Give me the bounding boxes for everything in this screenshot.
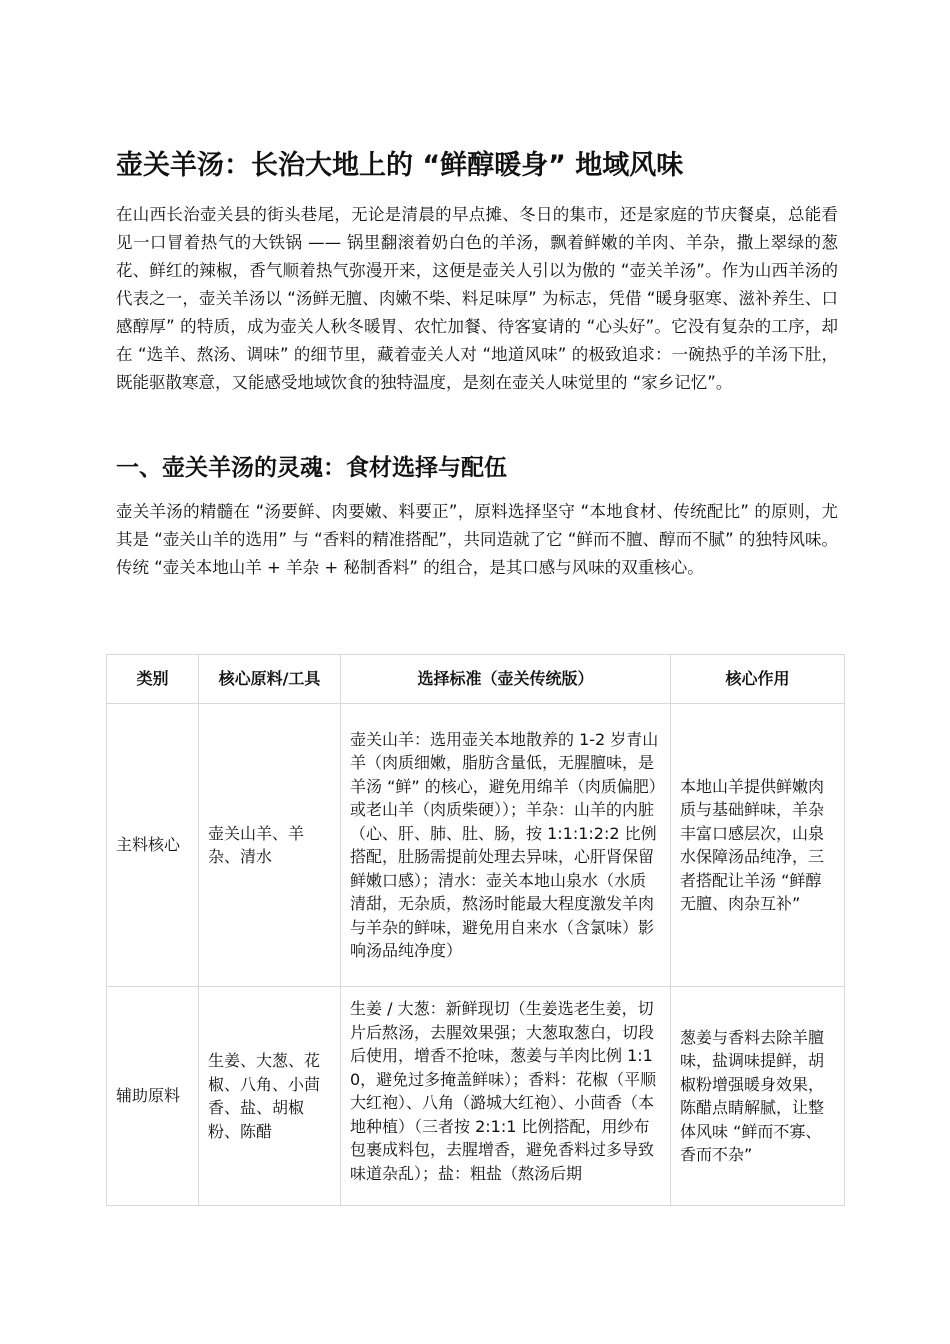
cell-standard-wrap — [341, 987, 671, 1206]
header-standard: 选择标准（壶关传统版） — [341, 655, 671, 704]
table-header-row — [107, 655, 845, 704]
cell-standard: 壶关山羊：选用壶关本地散养的 1-2 岁青山羊（肉质细嫩，脂肪含量低，无腥膻味，是羊汤 “鲜” 的核心，避免用绵羊（肉质偏肥）或老山羊（肉质柴硬））；羊杂：山羊的内脏（心、肝、肺、肚、肠，按 1:1:1:2:2 比例搭配，肚肠需提前处理去异味，心肝肾保留鲜嫩口感）；清水：壶关本地山泉水（水质清甜，无杂质，熬汤时能最大程度激发羊肉与羊杂的鲜味，避免用自来水（含氯味）影响汤品纯净度） — [341, 704, 671, 987]
ingredients-table — [106, 654, 845, 1206]
cell-category: 主料核心 — [107, 704, 199, 987]
cell-effect: 葱姜与香料去除羊膻味，盐调味提鲜，胡椒粉增强暖身效果，陈醋点睛解腻，让整体风味 “鲜而不寡、香而不杂” — [671, 987, 845, 1206]
header-category: 类别 — [107, 655, 199, 704]
cell-category: 辅助原料 — [107, 987, 199, 1206]
page-title: 壶关羊汤：长治大地上的 “鲜醇暖身” 地域风味 — [116, 150, 684, 181]
section-paragraph: 壶关羊汤的精髓在 “汤要鲜、肉要嫩、料要正”，原料选择坚守 “本地食材、传统配比” 的原则，尤其是 “壶关山羊的选用” 与 “香料的精准搭配”，共同造就了它 “鲜而不膻、醇而不腻” 的独特风味。传统 “壶关本地山羊 + 羊杂 + 秘制香料” 的组合，是其口感与风味的双重核心。 — [116, 502, 838, 577]
intro-paragraph: 在山西长治壶关县的街头巷尾，无论是清晨的早点摊、冬日的集市，还是家庭的节庆餐桌，总能看见一口冒着热气的大铁锅 —— 锅里翻滚着奶白色的羊汤，飘着鲜嫩的羊肉、羊杂，撒上翠绿的葱花、鲜红的辣椒，香气顺着热气弥漫开来，这便是壶关人引以为傲的 “壶关羊汤”。作为山西羊汤的代表之一，壶关羊汤以 “汤鲜无膻、肉嫩不柴、料足味厚” 为标志，凭借 “暖身驱寒、滋补养生、口感醇厚” 的特质，成为壶关人秋冬暖胃、农忙加餐、待客宴请的 “心头好”。它没有复杂的工序，却在 “选羊、熬汤、调味” 的细节里，藏着壶关人对 “地道风味” 的极致追求：一碗热乎的羊汤下肚，既能驱散寒意，又能感受地域饮食的独特温度，是刻在壶关人味觉里的 “家乡记忆”。 — [116, 205, 838, 392]
table-row — [107, 704, 845, 987]
table-row — [107, 987, 845, 1206]
cell-materials: 壶关山羊、羊杂、清水 — [199, 704, 341, 987]
header-materials: 核心原料/工具 — [199, 655, 341, 704]
cell-standard: 生姜 / 大葱：新鲜现切（生姜选老生姜，切片后熬汤，去腥效果强；大葱取葱白，切段后使用，增香不抢味，葱姜与羊肉比例 1:10，避免过多掩盖鲜味）；香料：花椒（平顺大红袍）、八角（潞城大红袍）、小茴香（本地种植）（三者按 2:1:1 比例搭配，用纱布包裹成料包，去腥增香，避免香料过多导致味道杂乱）；盐：粗盐（熬汤后期 — [350, 999, 657, 1183]
cell-effect: 本地山羊提供鲜嫩肉质与基础鲜味，羊杂丰富口感层次，山泉水保障汤品纯净，三者搭配让羊汤 “鲜醇无膻、肉杂互补” — [671, 704, 845, 987]
header-effect: 核心作用 — [671, 655, 845, 704]
cell-materials: 生姜、大葱、花椒、八角、小茴香、盐、胡椒粉、陈醋 — [199, 987, 341, 1206]
section-heading: 一、壶关羊汤的灵魂：食材选择与配伍 — [116, 455, 507, 481]
